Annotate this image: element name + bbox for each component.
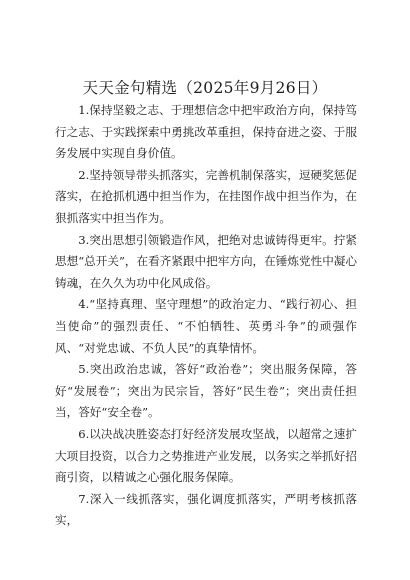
document-title: 天天金句精选（2025年9月26日） <box>82 79 328 97</box>
paragraph-5: 5.突出政治忠诚，答好“政治卷”；突出服务保障，答好“发展卷”；突出为民宗旨，答好“民生卷”；突出责任担当，答好“安全卷”。 <box>55 362 357 420</box>
paragraph-2: 2.坚持领导带头抓落实，完善机制保落实，逗硬奖惩促落实，在抢抓机遇中担当作为，在挂图作战中担当作为，在狠抓落实中担当作为。 <box>55 167 357 225</box>
paragraph-3: 3.突出思想引领锻造作风，把绝对忠诚铸得更牢。拧紧思想“总开关”，在看齐紧跟中把牢方向，在锤炼党性中凝心铸魂，在久久为功中化风成俗。 <box>55 232 357 290</box>
paragraph-1: 1.保持坚毅之志、于理想信念中把牢政治方向，保持笃行之志、于实践探索中勇挑改革重担，保持奋进之姿、于服务发展中实现自身价值。 <box>55 103 357 161</box>
paragraph-7: 7.深入一线抓落实，强化调度抓落实，严明考核抓落实， <box>55 491 357 528</box>
document-body <box>55 100 357 532</box>
paragraph-6: 6.以决战决胜姿态打好经济发展攻坚战，以超常之速扩大项目投资，以合力之势推进产业发展，以务实之举抓好招商引资，以精诚之心强化服务保障。 <box>55 426 357 485</box>
paragraph-4: 4.“坚持真理、坚守理想”的政治定力、“践行初心、担当使命”的强烈责任、“不怕牺牲、英勇斗争”的顽强作风、“对党忠诚、不负人民”的真挚情怀。 <box>55 297 357 355</box>
